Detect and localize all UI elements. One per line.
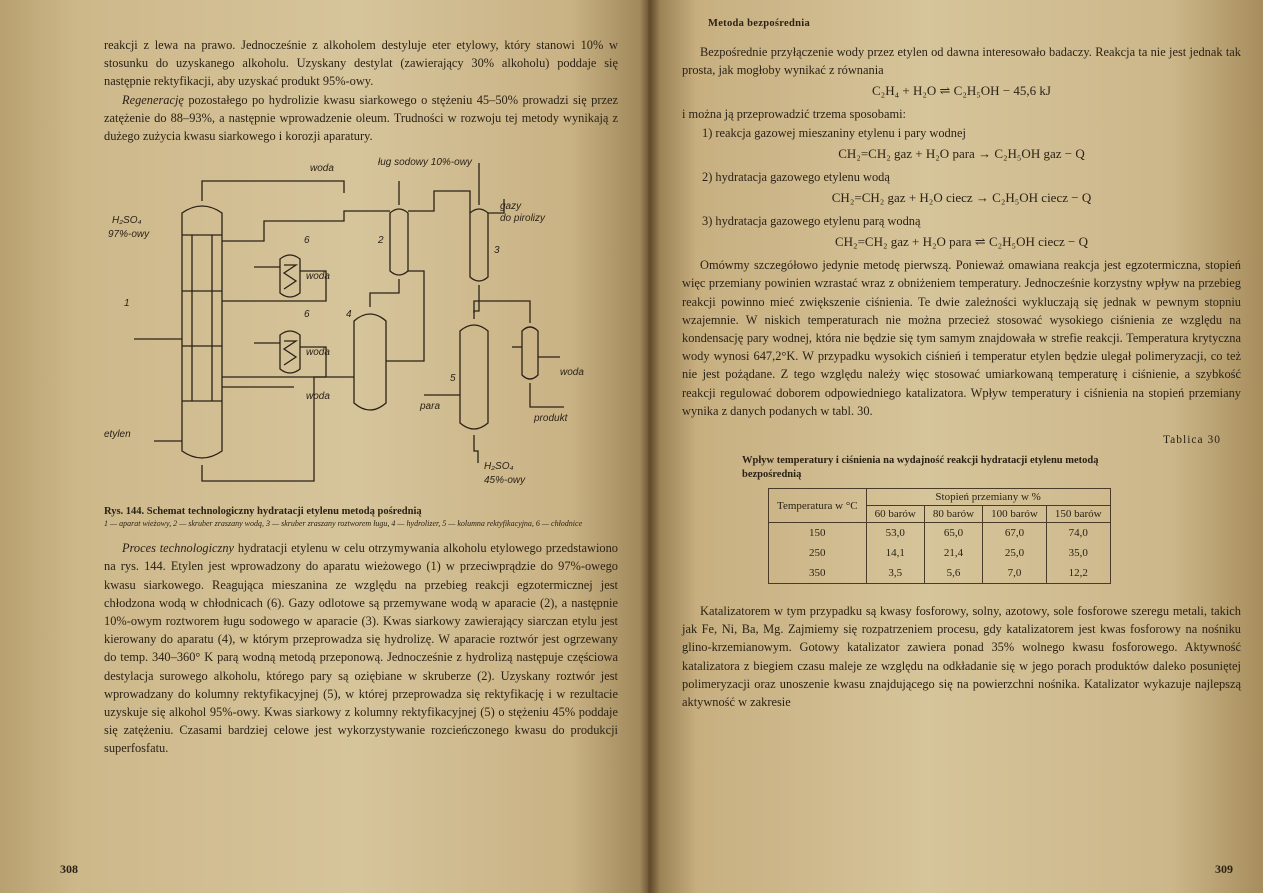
left-intro-paragraph: reakcji z lewa na prawo. Jednocześnie z alkoholem destyluje eter etylowy, który stanowi 10% w stosunku do uzyskanego alkoholu. Uzyskany destylat (zawierający 30% alkoholu) poddaje się następnie rektyfikacji, aby uzyskać produkt 95%-owy.: [104, 38, 618, 89]
equation-1: CH₂=CH₂ gaz + H₂O para → C₂H₅OH gaz − Q: [838, 145, 1085, 161]
label-water-mid: woda: [306, 391, 330, 403]
table-cell: 5,6: [924, 563, 982, 584]
label-h2so4-out: H₂SO₄: [484, 461, 514, 473]
process-diagram: [94, 151, 614, 501]
cooler-6-bottom: [280, 331, 300, 373]
table-cell-temp: 350: [769, 563, 867, 584]
figure-legend: 1 — aparat wieżowy, 2 — skruber zraszany wodą, 3 — skruber zraszany roztworem ługu, 4 — hydrolizer, 5 — kolumna rektyfikacyjna, 6 — chłodnice: [104, 519, 583, 529]
figure-caption: [104, 505, 618, 518]
hydrolyzer-4: [354, 314, 386, 410]
table-cell: 3,5: [866, 563, 924, 584]
label-steam: para: [420, 401, 441, 413]
table-header-temperature: Temperatura w °C: [769, 489, 867, 523]
rectification-column-5: [460, 325, 488, 429]
equation-2: CH₂=CH₂ gaz + H₂O ciecz → C₂H₅OH ciecz − Q: [831, 190, 1092, 206]
left-page-number: 308: [60, 862, 78, 876]
tower-apparatus-1: [182, 206, 222, 458]
right-intro-paragraph: Bezpośrednie przyłączenie wody przez etylen od dawna interesowało badaczy. Reakcja ta nie jest jednak tak prosta, jak mogłoby wynikać z równania: [682, 45, 1241, 78]
cooler-6-top: [280, 255, 300, 297]
method-2: 2) hydratacja gazowego etylenu wodą: [702, 169, 890, 184]
label-to-pyrolysis: do pirolizy: [500, 213, 546, 225]
scrubber-3: [470, 209, 488, 281]
label-ethylene: etylen: [104, 429, 131, 441]
methods-intro: i można ją przeprowadzić trzema sposobami:: [682, 107, 906, 122]
label-product: produkt: [534, 413, 568, 425]
method-3: 3) hydratacja gazowego etylenu parą wodną: [702, 214, 921, 229]
book-gutter-shadow: [640, 0, 660, 893]
regeneration-label: Regenerację: [122, 92, 184, 107]
scrubber-2: [390, 209, 408, 275]
label-n2: 2: [378, 235, 384, 247]
table-header-pressure: 80 barów: [924, 506, 982, 523]
table-number: Tablica 30: [1162, 434, 1221, 447]
right-page: [648, 0, 1263, 893]
label-water-right: woda: [560, 367, 584, 379]
table-cell: 35,0: [1046, 543, 1110, 563]
label-n5: 5: [450, 373, 456, 385]
label-h2so4-in-conc: 97%-owy: [108, 229, 150, 241]
table-header-pressure: 150 barów: [1046, 506, 1110, 523]
label-n4: 4: [346, 309, 352, 321]
table-cell: 25,0: [983, 543, 1047, 563]
label-n6-bottom: 6: [304, 309, 310, 321]
table-cell: 7,0: [983, 563, 1047, 584]
label-n6-top: 6: [304, 235, 310, 247]
label-water-cooler-1: woda: [306, 271, 330, 283]
table-cell-temp: 250: [769, 543, 867, 563]
label-h2so4-out-conc: 45%-owy: [484, 475, 526, 487]
process-diagram-figure: [94, 151, 614, 501]
equation-main: C₂H₄ + H₂O ⇌ C₂H₅OH − 45,6 kJ: [872, 83, 1051, 99]
table-header-pressure: 100 barów: [983, 506, 1047, 523]
regeneration-paragraph: [104, 91, 618, 146]
process-paragraph: [104, 539, 618, 757]
table-title: Wpływ temperatury i ciśnienia na wydajność reakcji hydratacji etylenu metodą bezpośrednią: [742, 455, 1099, 481]
label-water-top: woda: [310, 163, 334, 175]
table-cell: 65,0: [924, 523, 982, 544]
table-row: [769, 543, 1111, 563]
section-title: Metoda bezpośrednia: [708, 18, 811, 29]
table-cell: 53,0: [866, 523, 924, 544]
figure-caption-title: Rys. 144. Schemat technologiczny hydratacji etylenu metodą pośrednią: [104, 506, 422, 518]
condenser: [522, 327, 538, 379]
table-cell: 21,4: [924, 543, 982, 563]
discussion-paragraph: Omówmy szczegółowo jedynie metodę pierwszą. Ponieważ omawiana reakcja jest egzotermiczna, stopień więc przemiany powinien wzrastać wraz z obniżeniem temperatury. Jednocześnie korzystny wpływ na przebieg reakcji powinno mieć zwiększenie ciśnienia. Te dwie zależności wykluczają się jednak w pewnym stopniu wzajemnie. W niskich temperaturach nie można przecież stosować wysokiego ciśnienia ze względu na kondensację pary wodnej, która nie będzie się tym samym znajdowała w strefie reakcji. Temperatura krytyczna wody wynosi 647,2°K. W przypadku wysokich ciśnień i temperatur etylen będzie ulegał polimeryzacji, co też nie jest pożądane. Z tego względu należy więc stosować umiarkowaną temperaturę i ciśnienie, a szybkość reakcji regulować doborem odpowiedniego katalizatora. Wpływ temperatury i ciśnienia na stopień przemiany wynika z danych podanych w tabl. 30.: [682, 258, 1241, 418]
method-1: 1) reakcja gazowej mieszaniny etylenu i pary wodnej: [702, 125, 966, 140]
table-cell: 14,1: [866, 543, 924, 563]
table-header-pressure: 60 barów: [866, 506, 924, 523]
table-cell-temp: 150: [769, 523, 867, 544]
right-page-number: 309: [1215, 862, 1233, 876]
equation-3: CH₂=CH₂ gaz + H₂O para ⇌ C₂H₅OH ciecz − Q: [834, 234, 1089, 250]
label-gases: gazy: [500, 201, 522, 213]
table-row: [769, 523, 1111, 544]
conversion-table: [768, 488, 1111, 584]
label-h2so4-in: H₂SO₄: [112, 215, 142, 227]
table-cell: 12,2: [1046, 563, 1110, 584]
label-water-cooler-2: woda: [306, 347, 330, 359]
label-n1: 1: [124, 298, 130, 310]
table-header-conversion: Stopień przemiany w %: [866, 489, 1110, 506]
table-cell: 67,0: [983, 523, 1047, 544]
table-cell: 74,0: [1046, 523, 1110, 544]
regeneration-text: pozostałego po hydrolizie kwasu siarkowego o stężeniu 45–50% prowadzi się przez zatężenie do 88–93%, a następnie wprowadzenie oleum. Trudności w rozwoju tej metody wynikają z dużego zużycia kwasu siarkowego i korozji aparatury.: [104, 92, 618, 144]
table-row: [769, 563, 1111, 584]
label-lye: ług sodowy 10%-owy: [378, 157, 472, 169]
catalyst-paragraph: Katalizatorem w tym przypadku są kwasy fosforowy, solny, azotowy, sole fosforowe szeregu metali, takich jak Fe, Ni, Ba, Mg. Zajmiemy się rozpatrzeniem procesu, gdy katalizatorem jest kwas fosforowy na nośniku glino-krzemianowym. Gotowy katalizator zawiera ponad 35% wolnego kwasu fosforowego. Aktywność katalizatora z biegiem czasu maleje ze względu na odkładanie się w jego porach produktów daleko posuniętej polimeryzacji oraz unoszenie kwasu znajdującego się na powierzchni nośnika. Katalizator wykazuje najlepszą aktywność w zakresie: [682, 604, 1241, 710]
process-text: hydratacji etylenu w celu otrzymywania alkoholu etylowego przedstawiono na rys. 144. Etylen jest wprowadzony do aparatu wieżowego (1) w przeciwprądzie do 97%-owego kwasu siarkowego. Reagująca mieszanina ze względu na przebieg reakcji egzotermicznej jest chłodzona wodą w chłodnicach (6). Gazy odlotowe są przemywane wodą w aparacie (2), a następnie 10%-owym roztworem ługu sodowego w aparacie (3). Kwas siarkowy zawierający siarczan etylu jest kierowany do aparatu (4), w którym przeprowadza się hydrolizę. W aparacie roztwór jest ogrzewany do temp. 340–360° K parą wodną metodą przeponową. Jednocześnie z hydrolizą następuje częściowa destylacja surowego alkoholu, którego pary są oziębiane w skruberze (2). Uzyskany roztwór jest wprowadzany do kolumny rektyfikacyjnej (5), w której przeprowadza się rektyfikację i w rezultacie uzyskuje się alkohol 95%-owy. Kwas siarkowy z kolumny rektyfikacyjnej (5) o stężeniu 45% poddaje się zatężeniu. Czasami bardziej celowe jest wykorzystywanie rozcieńczonego kwasu do produkcji superfosfatu.: [104, 541, 618, 756]
process-label: Proces technologiczny: [122, 541, 235, 556]
label-n3: 3: [494, 245, 500, 257]
